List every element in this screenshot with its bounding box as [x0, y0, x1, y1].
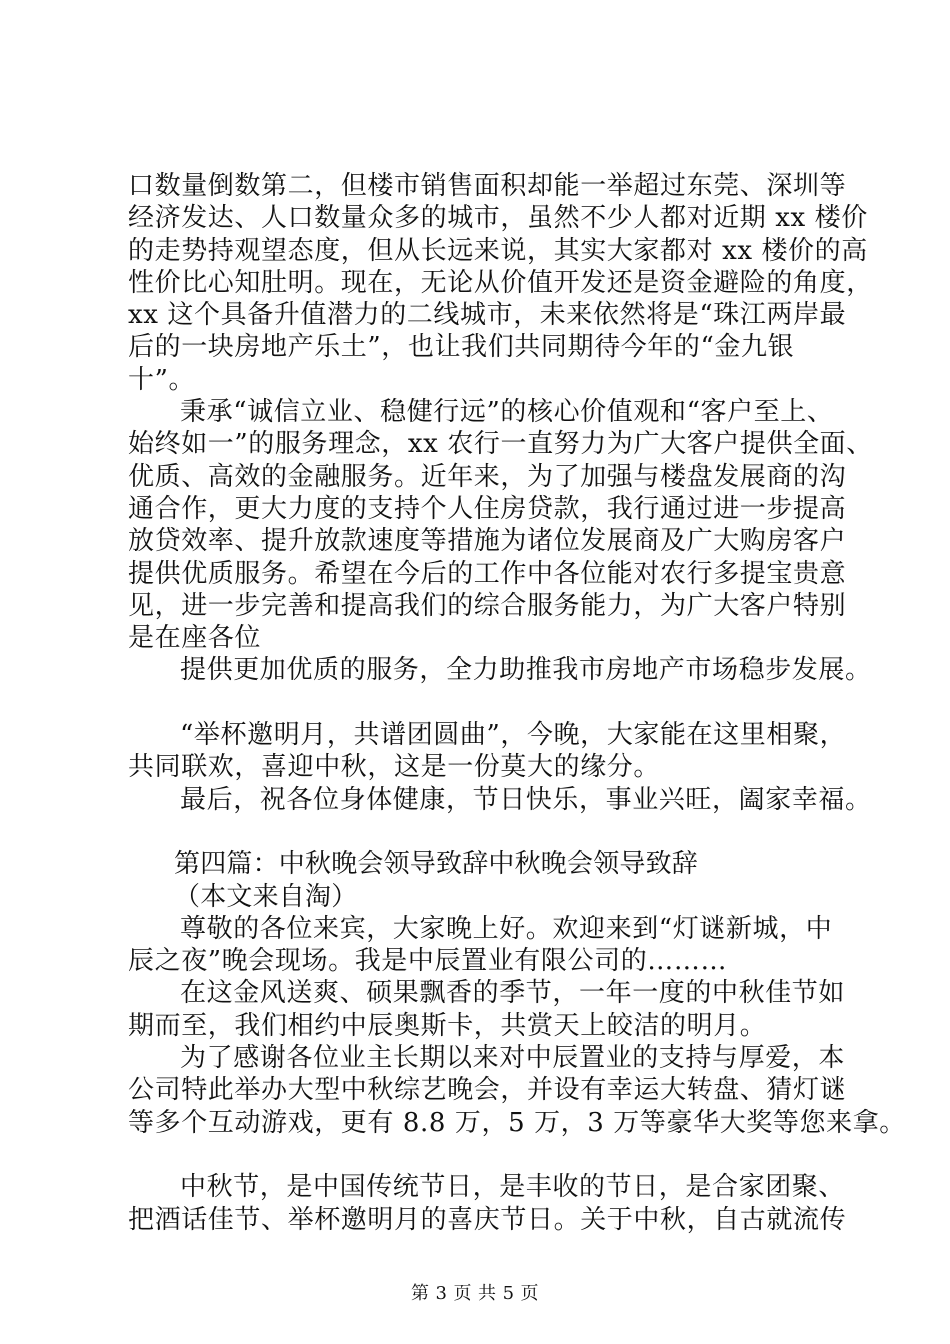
paragraph-start-line: 为了感谢各位业主长期以来对中辰置业的支持与厚爱，本 [180, 1043, 846, 1074]
text-line: 经济发达、人口数量众多的城市，虽然不少人都对近期 xx 楼价 [128, 203, 868, 234]
paragraph-start-line: 中秋节，是中国传统节日，是丰收的节日，是合家团聚、 [180, 1172, 846, 1203]
text-line: 是在座各位 [128, 623, 262, 654]
text-line: 期而至，我们相约中辰奥斯卡，共赏天上皎洁的明月。 [128, 1010, 767, 1041]
paragraph-start-line: 最后，祝各位身体健康，节日快乐，事业兴旺，阖家幸福。 [180, 784, 872, 815]
paragraph-start-line: 在这金风送爽、硕果飘香的季节，一年一度的中秋佳节如 [180, 978, 846, 1009]
text-line: xx 这个具备升值潜力的二线城市，未来依然将是“珠江两岸最 [128, 300, 847, 331]
text-line: 优质、高效的金融服务。近年来，为了加强与楼盘发展商的沟 [128, 461, 847, 492]
text-line: 的走势持观望态度，但从长远来说，其实大家都对 xx 楼价的高 [128, 235, 868, 266]
text-line: 放贷效率、提升放款速度等措施为诸位发展商及广大购房客户 [128, 526, 847, 557]
text-line: 见，进一步完善和提高我们的综合服务能力，为广大客户特别 [128, 590, 847, 621]
paragraph-gap [128, 1139, 848, 1171]
paragraph-start-line: 提供更加优质的服务，全力助推我市房地产市场稳步发展。 [180, 655, 872, 686]
text-line: 口数量倒数第二，但楼市销售面积却能一举超过东莞、深圳等 [128, 171, 847, 201]
document-body [128, 170, 906, 1236]
text-line: 公司特此举办大型中秋综艺晚会，并设有幸运大转盘、猜灯谜 [128, 1075, 847, 1106]
paragraph-gap [128, 687, 848, 719]
paragraph-start-line: “举杯邀明月，共谱团圆曲”，今晚，大家能在这里相聚， [180, 720, 847, 751]
text-line: 性价比心知肚明。现在，无论从价值开发还是资金避险的角度， [128, 267, 873, 298]
text-line: 把酒话佳节、举杯邀明月的喜庆节日。关于中秋，自古就流传 [128, 1204, 847, 1235]
text-line: 共同联欢，喜迎中秋，这是一份莫大的缘分。 [128, 752, 661, 783]
text-line: 始终如一”的服务理念，xx 农行一直努力为广大客户提供全面、 [128, 429, 873, 460]
text-line: 提供优质服务。希望在今后的工作中各位能对农行多提宝贵意 [128, 558, 847, 589]
source-note: （本文来自淘） [174, 881, 358, 912]
text-line: 十”。 [128, 364, 196, 395]
paragraph-start-line: 尊敬的各位来宾，大家晚上好。欢迎来到“灯谜新城，中 [180, 913, 833, 944]
page-number-footer: 第 3 页 共 5 页 [411, 1283, 539, 1304]
text-line: 后的一块房地产乐土”，也让我们共同期待今年的“金九银 [128, 332, 795, 363]
text-line: 通合作，更大力度的支持个人住房贷款，我行通过进一步提高 [128, 493, 847, 524]
section-heading: 第四篇：中秋晚会领导致辞中秋晚会领导致辞 [174, 849, 699, 880]
paragraph-gap [128, 816, 848, 848]
text-line: 辰之夜”晚会现场。我是中辰置业有限公司的……… [128, 946, 728, 977]
paragraph-start-line: 秉承“诚信立业、稳健行远”的核心价值观和“客户至上、 [180, 397, 834, 428]
text-line: 等多个互动游戏，更有 8.8 万，5 万，3 万等豪华大奖等您来拿。 [128, 1107, 906, 1138]
